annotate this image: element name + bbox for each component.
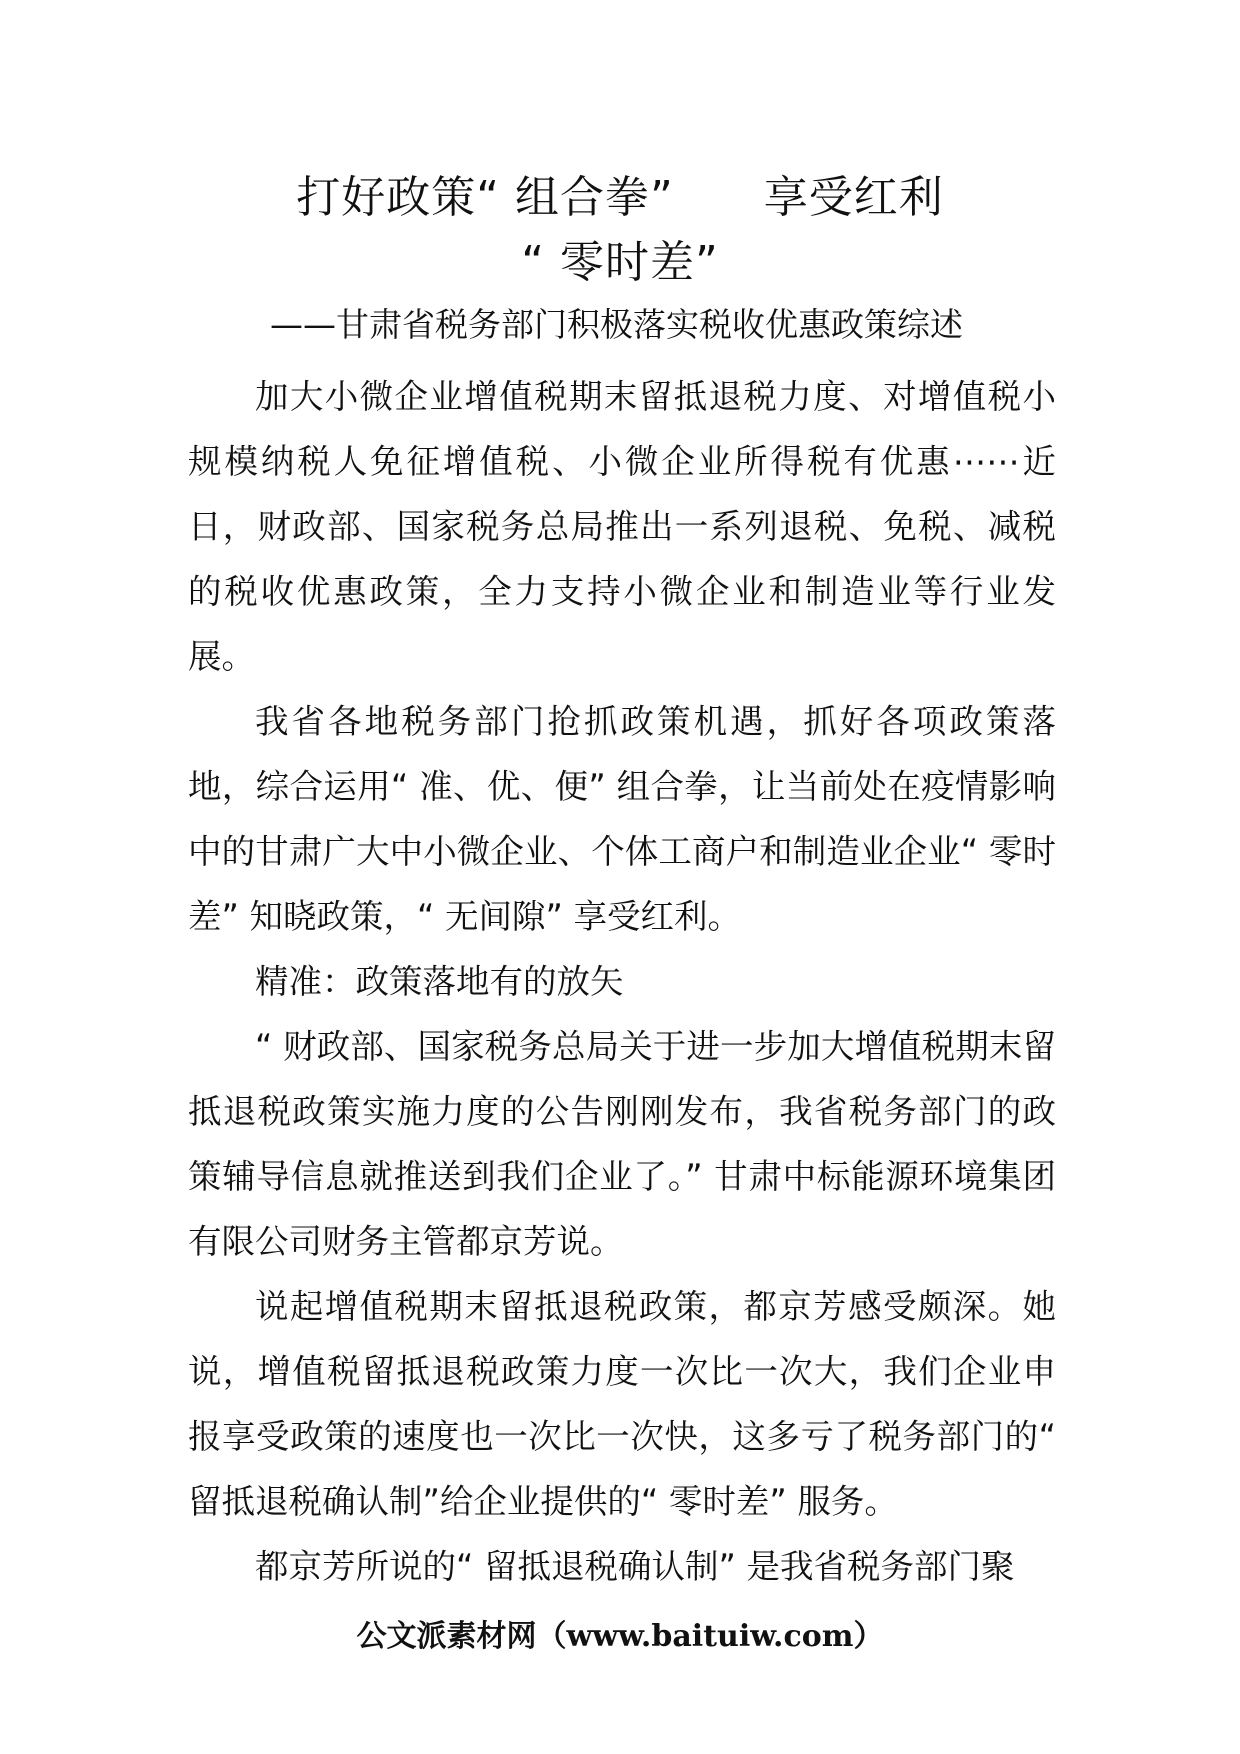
title-line-1: 打好政策“ 组合拳” 享受红利 xyxy=(296,172,944,223)
footer-source: 公文派素材网（www.baituiw.com） xyxy=(356,1619,884,1654)
section-heading: 精准：政策落地有的放矢 xyxy=(255,962,624,1001)
title-line-2: “ 零时差” xyxy=(521,237,719,288)
paragraph-overview: 我省各地税务部门抢抓政策机遇，抓好各项政策落地，综合运用“ 准、优、便” 组合拳，让当前处在疫情影响中的甘肃广大中小微企业、个体工商户和制造业企业“ 零时差” 知晓政策，“ 无间隙” 享受红利。 xyxy=(188,702,1056,936)
paragraph-continued: 都京芳所说的“ 留抵退税确认制” 是我省税务部门聚 xyxy=(255,1547,1015,1586)
paragraph-quote: “ 财政部、国家税务总局关于进一步加大增值税期末留抵退税政策实施力度的公告刚刚发布，我省税务部门的政策辅导信息就推送到我们企业了。” 甘肃中标能源环境集团有限公司财务主管都京芳说。 xyxy=(188,1027,1056,1261)
paragraph-experience: 说起增值税期末留抵退税政策，都京芳感受颇深。她说，增值税留抵退税政策力度一次比一次大，我们企业申报享受政策的速度也一次比一次快，这多亏了税务部门的“ 留抵退税确认制”给企业提供的“ 零时差” 服务。 xyxy=(188,1287,1056,1521)
article-body xyxy=(188,364,1056,1599)
subtitle: ——甘肃省税务部门积极落实税收优惠政策综述 xyxy=(270,305,963,344)
paragraph-intro: 加大小微企业增值税期末留抵退税力度、对增值税小规模纳税人免征增值税、小微企业所得税有优惠⋯⋯近日，财政部、国家税务总局推出一系列退税、免税、减税的税收优惠政策，全力支持小微企业和制造业等行业发展。 xyxy=(188,377,1056,676)
